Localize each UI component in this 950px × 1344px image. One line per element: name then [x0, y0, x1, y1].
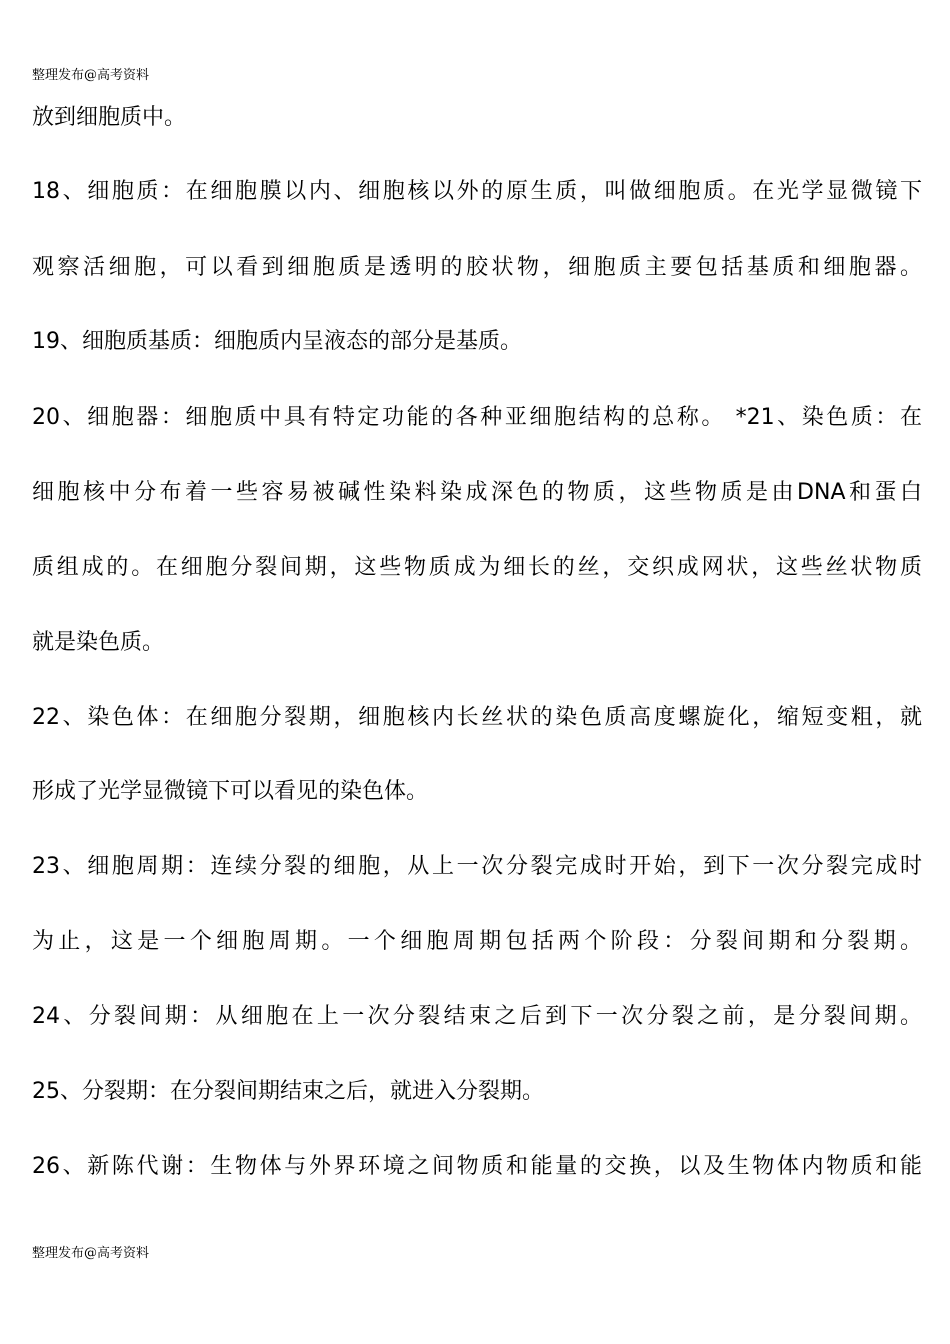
- text-line: 为止，这是一个细胞周期。一个细胞周期包括两个阶段：分裂间期和分裂期。: [32, 929, 922, 954]
- text-line: 26、新陈代谢：生物体与外界环境之间物质和能量的交换，以及生物体内物质和能: [32, 1154, 922, 1179]
- text-line: 形成了光学显微镜下可以看见的染色体。: [32, 779, 429, 804]
- text-line: 22、染色体：在细胞分裂期，细胞核内长丝状的染色质高度螺旋化，缩短变粗，就: [32, 705, 922, 730]
- page-header-note: 整理发布@高考资料: [32, 68, 150, 83]
- page-footer-note: 整理发布@高考资料: [32, 1246, 150, 1261]
- text-line: 25、分裂期：在分裂间期结束之后，就进入分裂期。: [32, 1079, 544, 1104]
- text-line: 质组成的。在细胞分裂间期，这些物质成为细长的丝，交织成网状，这些丝状物质: [32, 555, 922, 580]
- text-line: 20、细胞器：细胞质中具有特定功能的各种亚细胞结构的总称。 *21、染色质：在: [32, 405, 922, 430]
- text-line: 观察活细胞，可以看到细胞质是透明的胶状物，细胞质主要包括基质和细胞器。: [32, 255, 922, 280]
- text-line: 18、细胞质：在细胞膜以内、细胞核以外的原生质，叫做细胞质。在光学显微镜下: [32, 179, 922, 204]
- text-line: 23、细胞周期：连续分裂的细胞，从上一次分裂完成时开始，到下一次分裂完成时: [32, 854, 922, 879]
- text-line: 24、分裂间期：从细胞在上一次分裂结束之后到下一次分裂之前，是分裂间期。: [32, 1004, 922, 1029]
- text-line: 就是染色质。: [32, 630, 165, 655]
- text-line: 细胞核中分布着一些容易被碱性染料染成深色的物质，这些物质是由DNA和蛋白: [32, 480, 922, 505]
- text-line: 放到细胞质中。: [32, 105, 187, 130]
- text-line: 19、细胞质基质：细胞质内呈液态的部分是基质。: [32, 329, 522, 354]
